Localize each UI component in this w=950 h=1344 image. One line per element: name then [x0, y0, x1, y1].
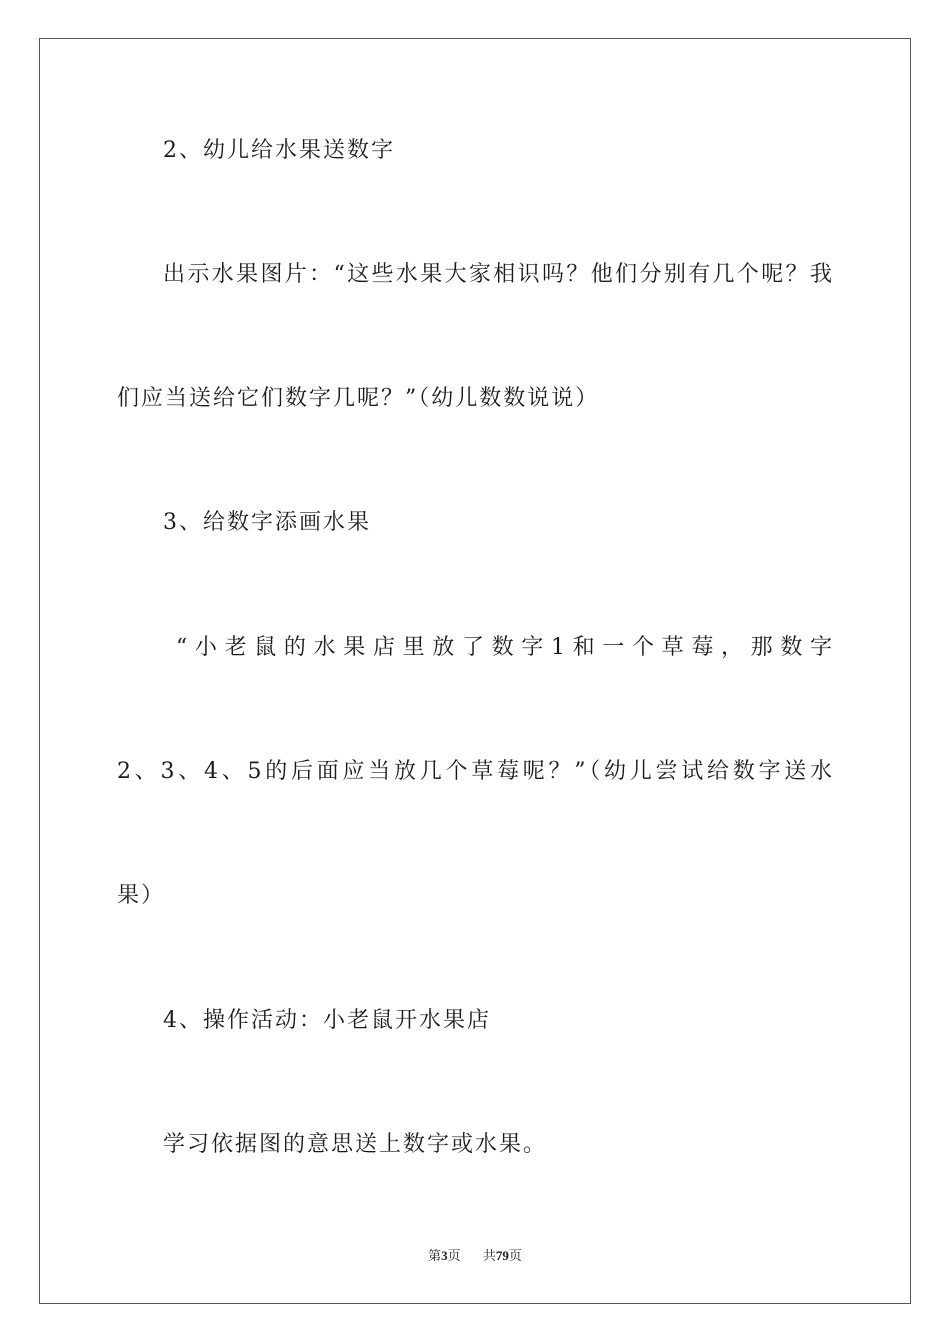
section-heading-3: 3、给数字添画水果 [163, 510, 371, 535]
section-heading-4: 4、操作活动：小老鼠开水果店 [163, 1008, 491, 1033]
paragraph-line: 学习依据图的意思送上数字或水果。 [163, 1132, 548, 1157]
total-pages-label: 共79页 [482, 1248, 522, 1264]
section-heading-2: 2、幼儿给水果送数字 [163, 138, 395, 163]
paragraph-line: 2、3、4、5的后面应当放几个草莓呢？”（幼儿尝试给数字送水 [117, 759, 832, 784]
paragraph-line: 果） [117, 883, 166, 908]
paragraph-line: 们应当送给它们数字几呢？”（幼儿数数说说） [117, 386, 600, 411]
page-number-label: 第3页 [428, 1248, 461, 1264]
page-border [39, 38, 911, 1304]
paragraph-line: 出示水果图片：“这些水果大家相识吗？他们分别有几个呢？我 [163, 262, 832, 287]
page-footer [0, 1247, 950, 1266]
paragraph-line: “小老鼠的水果店里放了数字1和一个草莓，那数字 [176, 635, 832, 660]
